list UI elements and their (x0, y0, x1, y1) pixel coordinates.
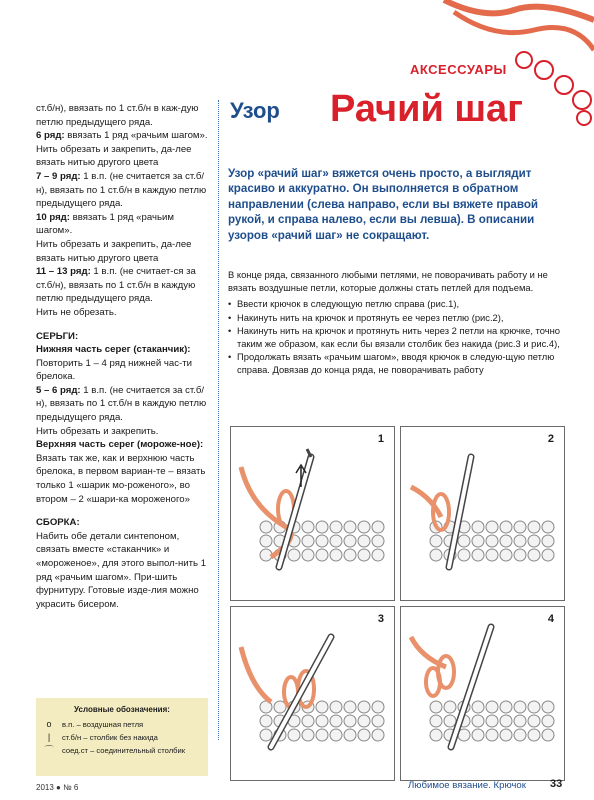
paragraph: Вязать так же, как и верхнюю часть брелока, в первом вариан-те – вязать только 1 «шарик мо-роженого», во втором – 2 «шари-ка мороженого» (36, 452, 206, 505)
single-crochet-symbol: | (47, 732, 51, 742)
pattern-row (36, 211, 212, 238)
crochet-illustration-2 (401, 427, 566, 602)
legend-row (42, 719, 202, 730)
legend-text: в.п. – воздушная петля (62, 720, 144, 729)
instructions-paragraph: В конце ряда, связанного любыми петлями, не поворачивать работу и не вязать воздушные петли, которые должны стать петлей для подъема. (228, 269, 548, 294)
pattern-row (36, 384, 212, 425)
crochet-illustration-1 (231, 427, 396, 602)
figure-3 (230, 606, 395, 781)
row-label: 7 – 9 ряд: (36, 170, 81, 182)
legend-row (42, 732, 202, 743)
section-heading: СЕРЬГИ: (36, 330, 79, 342)
step-item: • Ввести крючок в следующую петлю справа (рис.1), (228, 297, 566, 310)
paragraph: Нить обрезать и закрепить, да-лее вязать нитью другого цвета (36, 238, 192, 264)
row-text: ввязать 1 ряд «рачьим шагом». (64, 130, 208, 142)
row-text: ввязать 1 ряд «рачьим шагом». (36, 211, 174, 237)
paragraph: Набить обе детали синтепоном, связать вместе «стаканчик» и «мороженое», для этого выпол-нить 1 ряд «рачьим шагом». При-шить фурнитуру. Готовые изде-лия можно украсить бисером. (36, 530, 207, 610)
step-item: • Накинуть нить на крючок и протянуть ее через петлю (рис.2), (228, 311, 566, 324)
pattern-row (36, 129, 212, 143)
title-prefix: Узор (230, 98, 280, 123)
figure-2 (400, 426, 565, 601)
step-item: • Продолжать вязать «рачьим шагом», вводя крючок в следую-щую петлю справа. Довязав до конца ряда, не поворачивать работу (228, 350, 566, 376)
magazine-name: Любимое вязание. Крючок (408, 780, 526, 791)
instructions (228, 268, 566, 377)
subheading: Верхняя часть серег (мороже-ное): (36, 439, 204, 451)
row-text: 1 в.п. (не считается за ст.б/н), ввязать по 1 ст.б/н в каждую петлю предыдущего ряда. (36, 384, 207, 424)
figure-number: 2 (547, 433, 554, 445)
figure-number: 4 (547, 613, 554, 625)
slip-stitch-symbol: ⌒ (44, 745, 54, 755)
legend-text: ст.б/н – столбик без накида (62, 733, 158, 742)
crochet-illustration-4 (401, 607, 566, 782)
figure-number: 1 (377, 433, 384, 445)
legend-text: соед.ст – соединительный столбик (62, 746, 186, 755)
column-divider (218, 100, 219, 740)
figure-1 (230, 426, 395, 601)
legend-row (42, 745, 202, 756)
paragraph: Нить обрезать и закрепить. (36, 425, 159, 437)
paragraph: Нить обрезать и закрепить, да-лее вязать нитью другого цвета (36, 143, 192, 169)
crochet-illustration-3 (231, 607, 396, 782)
subheading: Нижняя часть серег (стаканчик): (36, 344, 191, 356)
figure-4 (400, 606, 565, 781)
row-label: 11 – 13 ряд: (36, 266, 91, 278)
chain-stitch-symbol: o (46, 719, 52, 729)
left-column (36, 102, 212, 611)
intro-paragraph: Узор «рачий шаг» вяжется очень просто, а выглядит красиво и аккуратно. Он выполняется в обратном направлении (слева направо, если вы вяжете правой рукой, и справа налево, если вы левша). В описании узоров «рачий шаг» не сокращают. (228, 167, 539, 242)
paragraph: ст.б/н), ввязать по 1 ст.б/н в каж-дую петлю предыдущего ряда. (36, 103, 199, 128)
section-heading: СБОРКА: (36, 517, 80, 529)
page-title: Рачий шаг (330, 88, 524, 130)
figure-number: 3 (377, 613, 384, 625)
legend-title: Условные обозначения: (74, 705, 170, 714)
step-item: • Накинуть нить на крючок и протянуть нить через 2 петли на крючке, точно таким же образом, как если бы вязали столбик без накида (рис.3 и рис.4), (228, 324, 566, 350)
row-label: 5 – 6 ряд: (36, 384, 81, 396)
row-text: 1 в.п. (не считается за ст.б/н), ввязать по 1 ст.б/н в каждую петлю предыдущего ряда. (36, 170, 207, 210)
legend-box (36, 698, 208, 776)
page-number: 33 (550, 778, 563, 790)
steps-list (228, 297, 566, 376)
section-tag: АКСЕССУАРЫ (410, 62, 507, 77)
paragraph: Повторить 1 – 4 ряд нижней час-ти брелока. (36, 357, 192, 383)
pattern-row (36, 265, 212, 306)
pattern-row (36, 170, 212, 211)
row-label: 10 ряд: (36, 211, 70, 223)
paragraph: Нить не обрезать. (36, 306, 117, 318)
row-text: 1 в.п. (не считает-ся за ст.б/н), ввязать по 1 ст.б/н в каждую петлю предыдущего ряда. (36, 266, 196, 305)
row-label: 6 ряд: (36, 130, 65, 142)
issue-number: 2013 ● № 6 (36, 783, 79, 792)
